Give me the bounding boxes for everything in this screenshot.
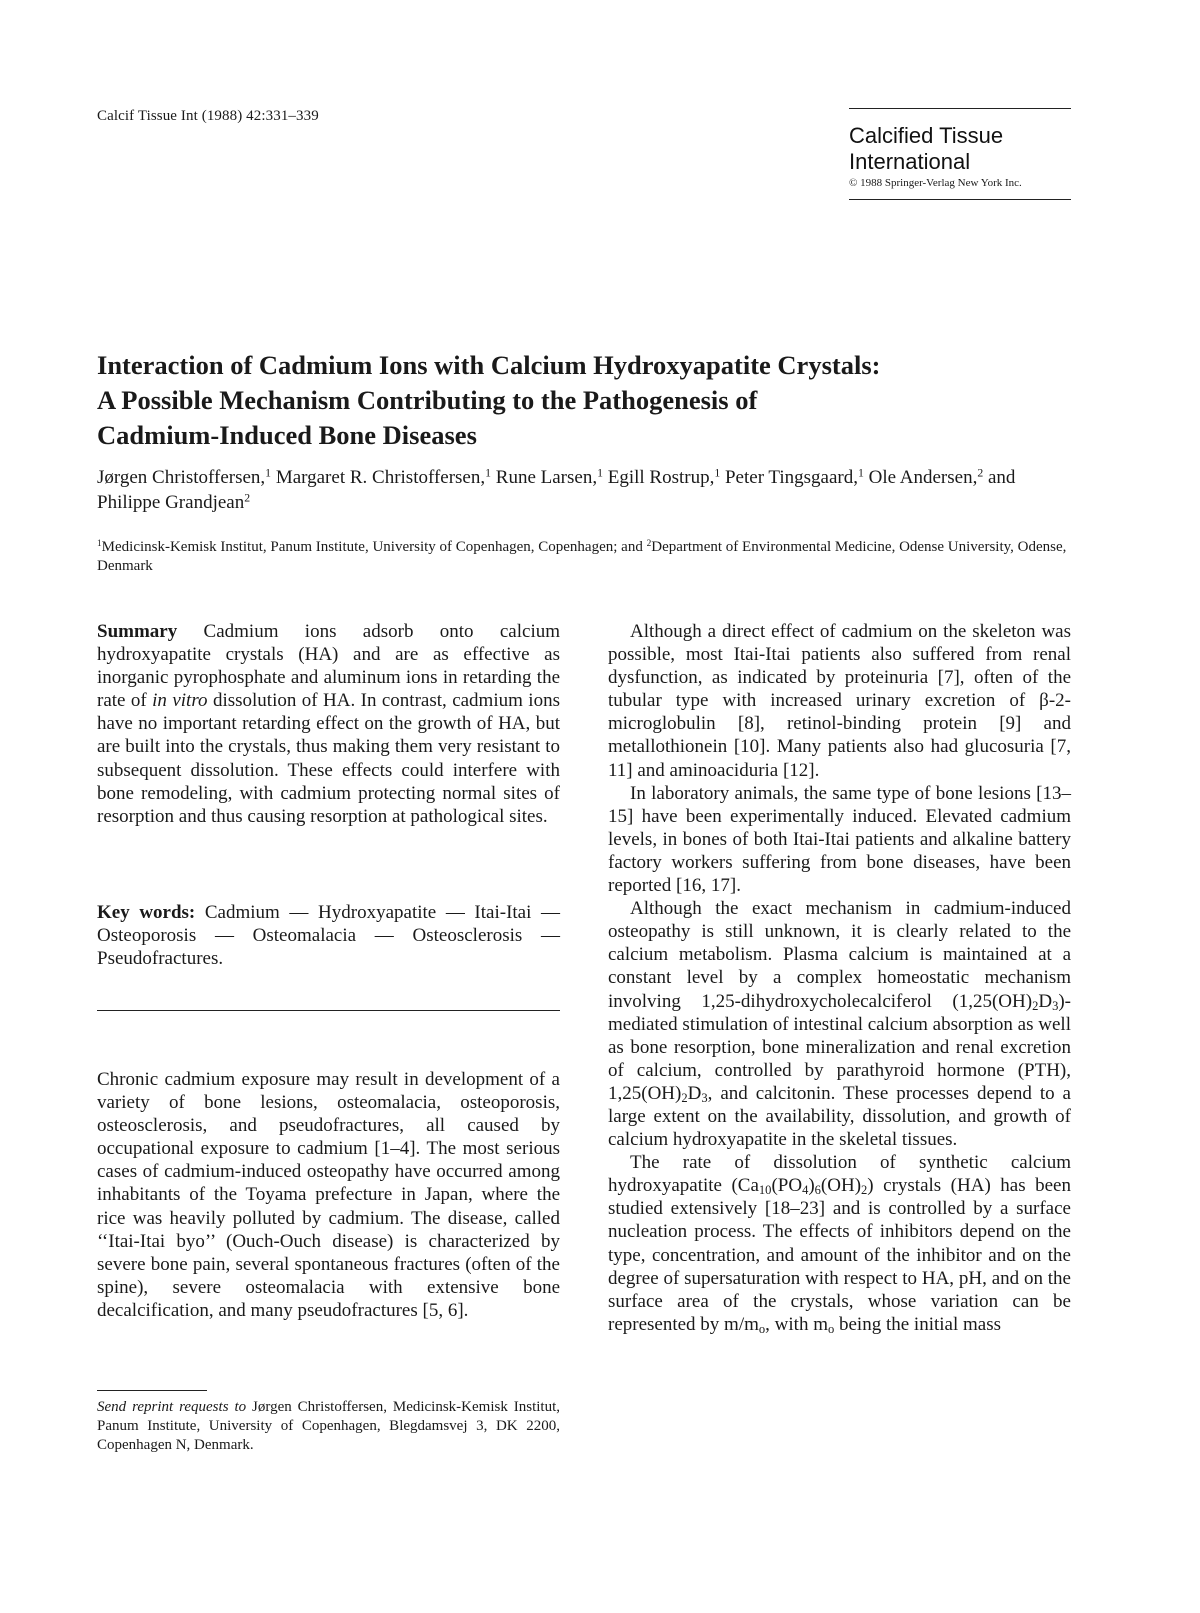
title-line2: A Possible Mechanism Contributing to the Pathogenesis of	[97, 385, 758, 415]
masthead-top-rule	[849, 108, 1071, 109]
article-title	[97, 348, 1057, 453]
right-column-body	[608, 620, 1071, 1336]
journal-name-line1: Calcified Tissue	[849, 123, 1004, 148]
footnote-text: Jørgen Christoffersen, Medicinsk-Kemisk Institut, Panum Institute, University of Copenhagen, Blegdamsvej 3, DK 2200, Copenhagen N, Denmark.	[97, 1399, 560, 1453]
affiliation-marker: 2	[646, 538, 652, 549]
affiliation-marker: 2	[977, 466, 984, 480]
author-name: Egill Rostrup,	[607, 467, 715, 488]
reprint-footnote	[97, 1398, 560, 1455]
footnote-label: Send reprint requests to	[97, 1399, 247, 1415]
summary-abstract	[97, 620, 560, 828]
affiliation-2: Department of Environmental Medicine, Odense University, Odense, Denmark	[97, 539, 1067, 574]
summary-italic: in vitro	[152, 690, 208, 712]
journal-name	[849, 123, 1071, 175]
affiliations	[97, 538, 1067, 576]
abstract-separator	[97, 1010, 560, 1011]
footnote-rule	[97, 1390, 207, 1391]
body-paragraph-1: Although a direct effect of cadmium on the skeleton was possible, most Itai-Itai patients also suffered from renal dysfunction, as indicated by proteinuria [7], often of the tubular type with increased urinary excretion of β-2-microglobulin [8], retinol-binding protein [9] and metallothionein [10]. Many patients also had glucosuria [7, 11] and aminoaciduria [12].	[608, 621, 1071, 781]
author-name: Ole Andersen,	[868, 467, 978, 488]
affiliation-marker: 1	[485, 466, 492, 480]
author-name: Rune Larsen,	[495, 467, 598, 488]
affiliation-marker: 1	[714, 466, 721, 480]
author-name: Margaret R. Christoffersen,	[275, 467, 486, 488]
keywords-label: Key words:	[97, 902, 196, 923]
affiliation-marker: 1	[857, 466, 864, 480]
author-name: Peter Tingsgaard,	[724, 467, 858, 488]
journal-citation: Calcif Tissue Int (1988) 42:331–339	[97, 108, 319, 124]
affiliation-1: Medicinsk-Kemisk Institut, Panum Institute, University of Copenhagen, Copenhagen; and	[101, 539, 647, 555]
affiliation-marker: 1	[265, 466, 272, 480]
body-paragraph-4: The rate of dissolution of synthetic calcium hydroxyapatite $(Ca_{10}(PO_4)_6(OH)_2)$ crystals (HA) has been studied extensively [18–23] and is controlled by a surface nucleation process. The effects of inhibitors depend on the type, concentration, and amount of the inhibitor and on the degree of supersaturation with respect to HA, pH, and on the surface area of the crystals, whose variation can be represented by $m/m_o$, with $m_o$ being the initial mass	[608, 1152, 1071, 1336]
author-list	[97, 465, 1067, 515]
affiliation-marker: 2	[244, 491, 251, 505]
masthead-bottom-rule	[849, 199, 1071, 200]
author-name: Jørgen Christoffersen,	[97, 467, 266, 488]
summary-text-end: dissolution of HA. In contrast, cadmium ions have no important retarding effect on the growth of HA, but are built into the crystals, thus making them very resistant to subsequent dissolution. These effects could interfere with bone remodeling, with cadmium protecting normal sites of resorption and thus causing resorption at pathological sites.	[97, 690, 560, 827]
title-line1: Interaction of Cadmium Ions with Calcium Hydroxyapatite Crystals:	[97, 350, 881, 380]
keywords	[97, 901, 560, 970]
affiliation-marker: 1	[97, 538, 102, 549]
keywords-text: Cadmium — Hydroxyapatite — Itai-Itai — Osteoporosis — Osteomalacia — Osteosclerosis — Pseudofractures.	[97, 902, 560, 970]
journal-masthead	[849, 108, 1071, 200]
body-paragraph-2: In laboratory animals, the same type of bone lesions [13–15] have been experimentally induced. Elevated cadmium levels, in bones of both Itai-Itai patients and alkaline battery factory workers suffering from bone diseases, have been reported [16, 17].	[608, 782, 1071, 897]
copyright-notice: © 1988 Springer-Verlag New York Inc.	[849, 177, 1022, 189]
intro-text: Chronic cadmium exposure may result in development of a variety of bone lesions, osteomalacia, osteoporosis, osteosclerosis, and pseudofractures, all caused by occupational exposure to cadmium [1–4]. The most serious cases of cadmium-induced osteopathy have occurred among inhabitants of the Toyama prefecture in Japan, where the rice was heavily polluted by cadmium. The disease, called ‘‘Itai-Itai byo’’ (Ouch-Ouch disease) is characterized by severe bone pain, several spontaneous fractures (often of the spine), severe osteomalacia with extensive bone decalcification, and many pseudofractures [5, 6].	[97, 1069, 560, 1321]
journal-name-line2: International	[849, 149, 971, 174]
intro-paragraph	[97, 1068, 560, 1322]
summary-label: Summary	[97, 621, 178, 642]
title-line3: Cadmium-Induced Bone Diseases	[97, 420, 477, 450]
author-name: and Philippe Grandjean	[97, 467, 1016, 513]
summary-text: Cadmium ions adsorb onto calcium hydroxyapatite crystals (HA) and are as effective as inorganic pyrophosphate and aluminum ions in retarding the rate of	[97, 621, 560, 712]
body-paragraph-3: Although the exact mechanism in cadmium-induced osteopathy is still unknown, it is clearly related to the calcium metabolism. Plasma calcium is maintained at a constant level by a complex homeostatic mechanism involving 1,25-dihydroxycholecalciferol $(1,25(OH)_2D_3)$-mediated stimulation of intestinal calcium absorption as well as bone resorption, bone mineralization and renal excretion of calcium, controlled by parathyroid hormone (PTH), $1,25(OH)_2D_3$, and calcitonin. These processes depend to a large extent on the availability, dissolution, and growth of calcium hydroxyapatite in the skeletal tissues.	[608, 898, 1071, 1151]
affiliation-marker: 1	[597, 466, 603, 480]
